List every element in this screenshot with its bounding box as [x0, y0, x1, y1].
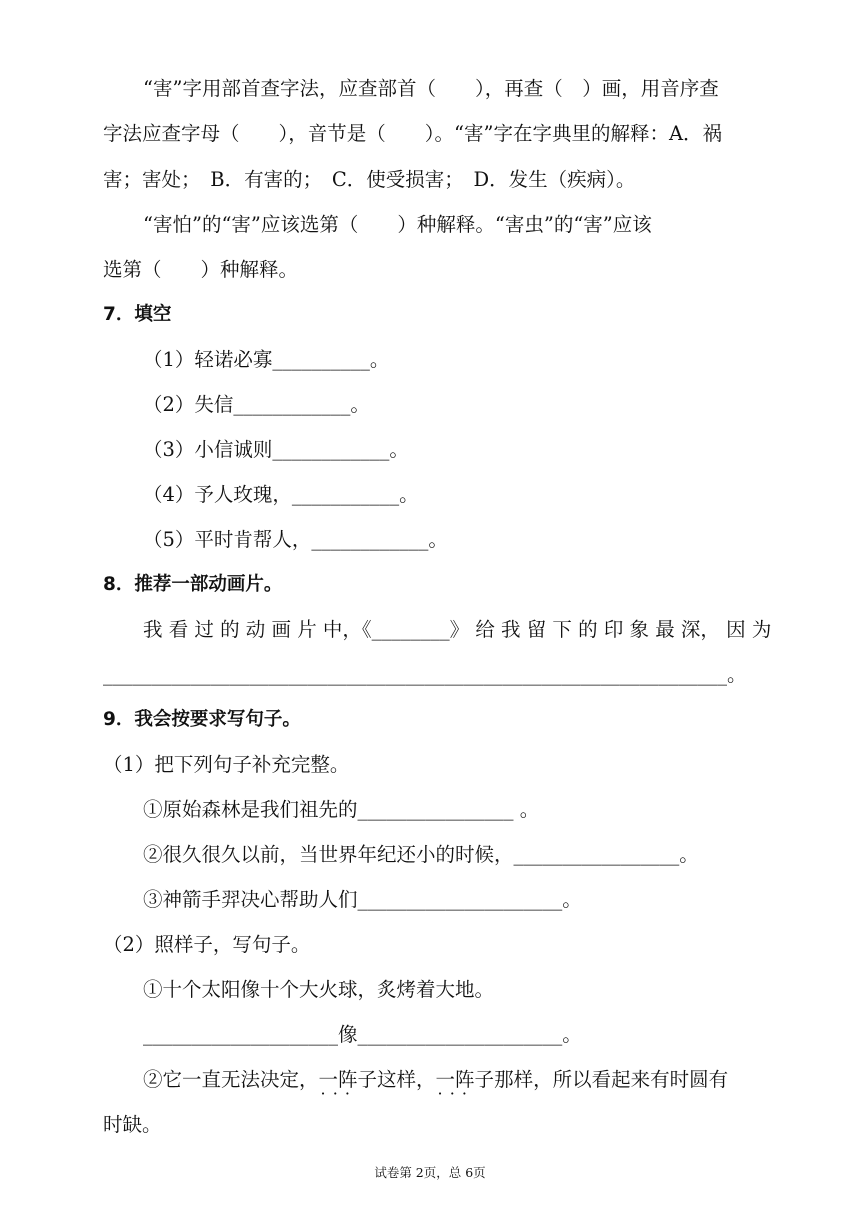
emphasis-dotted-word: 一阵子 · · ·: [319, 1067, 378, 1093]
question-7-title: 7．填空: [103, 304, 172, 325]
q9-example-2: [143, 1067, 728, 1093]
example2-part-a: ②它一直无法决定，: [143, 1068, 319, 1091]
q9-blank-line: ____________________像_____________________。: [143, 1023, 582, 1046]
q9-sub1-item-2: ②很久很久以前，当世界年纪还小的时候，_________________。: [143, 843, 699, 866]
q7-item-1: （1）轻诺必寡__________。: [143, 348, 390, 371]
q9-example-1: ①十个太阳像十个大火球，炙烤着大地。: [143, 978, 495, 1001]
intro-line-3: 害；害处； B．有害的； C．使受损害； D．发生（疾病）。: [103, 168, 636, 191]
q7-item-2: （2）失信____________。: [143, 393, 370, 416]
q9-example-2-line-2: 时缺。: [103, 1113, 162, 1136]
intro-line-1: “害”字用部首查字法，应查部首（ ），再查（ ）画，用音序查: [143, 77, 719, 100]
page-footer: 试卷第 2页，总 6页: [374, 1165, 486, 1180]
q9-sub-2: （2）照样子，写句子。: [103, 933, 311, 956]
q9-sub1-item-3: ③神箭手羿决心帮助人们_____________________。: [143, 888, 582, 911]
intro-line-2: 字法应查字母（ ），音节是（ ）。“害”字在字典里的解释：A．祸: [103, 122, 723, 145]
question-9-title: 9．我会按要求写句子。: [103, 709, 301, 730]
q8-line-1: 我 看 过 的 动 画 片 中，《________》 给 我 留 下 的 印 象 最 深， 因 为: [143, 618, 772, 641]
q9-sub1-item-1: ①原始森林是我们祖先的________________ 。: [143, 798, 540, 821]
question-8-title: 8．推荐一部动画片。: [103, 574, 283, 595]
intro-line-4: “害怕”的“害”应该选第（ ）种解释。“害虫”的“害”应该: [143, 213, 652, 236]
q8-line-2: ________________________________________________________________。: [103, 663, 747, 686]
q7-item-4: （4）予人玫瑰，___________。: [143, 483, 419, 506]
example2-part-b: 这样，: [377, 1068, 436, 1091]
q7-item-5: （5）平时肯帮人，____________。: [143, 528, 448, 551]
q7-item-3: （3）小信诚则____________。: [143, 438, 409, 461]
q9-sub-1: （1）把下列句子补充完整。: [103, 753, 350, 776]
example2-part-c: 那样，所以看起来有时圆有: [494, 1068, 729, 1091]
intro-line-5: 选第（ ）种解释。: [103, 258, 299, 281]
emphasis-dotted-word: 一阵子 · · ·: [436, 1067, 495, 1093]
